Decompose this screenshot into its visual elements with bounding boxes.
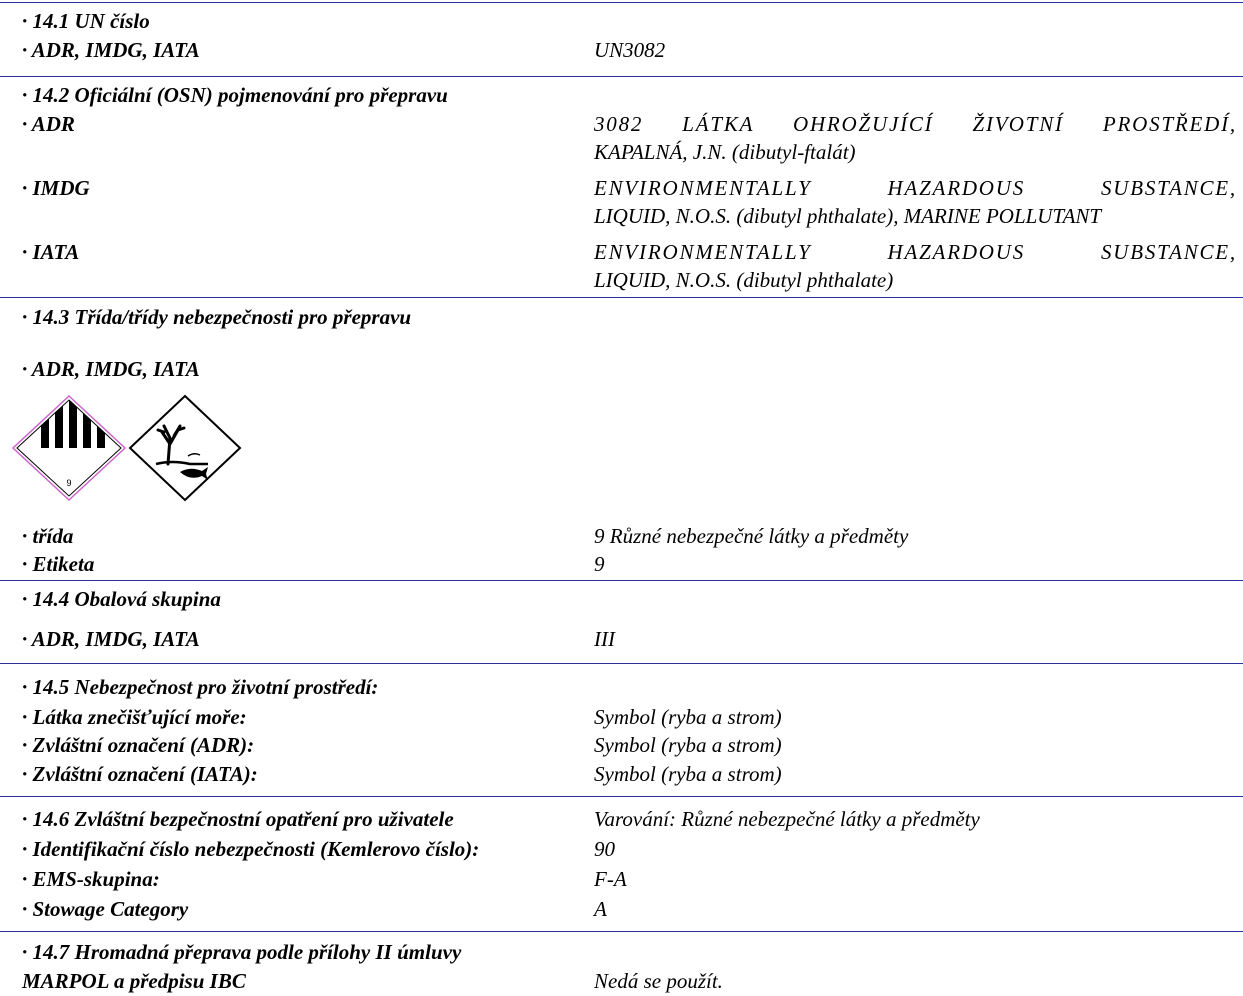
section-divider	[0, 2, 1243, 3]
warning-value: Varování: Různé nebezpečné látky a předměty	[594, 807, 980, 831]
section-14-3-subheading: · ADR, IMDG, IATA	[22, 357, 200, 381]
class-9-number: 9	[66, 478, 72, 488]
iata-shipping-name-line1: ENVIRONMENTALLY HAZARDOUS SUBSTANCE,	[594, 240, 1237, 264]
adr-shipping-name-line1: 3082 LÁTKA OHROŽUJÍCÍ ŽIVOTNÍ PROSTŘEDÍ,	[594, 112, 1237, 136]
packing-group-value: III	[594, 627, 615, 651]
class-label: · třída	[22, 524, 74, 548]
kemler-number-label: · Identifikační číslo nebezpečnosti (Kemlerovo číslo):	[22, 837, 480, 861]
section-14-2-heading: · 14.2 Oficiální (OSN) pojmenování pro přepravu	[22, 83, 448, 107]
un-number-value: UN3082	[594, 38, 666, 62]
section-divider	[0, 297, 1243, 298]
label-label: · Etiketa	[22, 552, 95, 576]
section-14-1-heading: · 14.1 UN číslo	[22, 9, 150, 33]
class-value: 9 Různé nebezpečné látky a předměty	[594, 524, 909, 548]
section-divider	[0, 580, 1243, 581]
section-divider	[0, 663, 1243, 664]
stowage-category-label: · Stowage Category	[22, 897, 189, 921]
section-14-1-label: · ADR, IMDG, IATA	[22, 38, 200, 62]
special-marking-adr-label: · Zvláštní označení (ADR):	[22, 733, 255, 757]
special-marking-iata-label: · Zvláštní označení (IATA):	[22, 762, 258, 786]
hazard-pictograms	[12, 392, 244, 504]
section-14-3-heading: · 14.3 Třída/třídy nebezpečnosti pro přepravu	[22, 305, 412, 329]
special-marking-iata-value: Symbol (ryba a strom)	[594, 762, 782, 786]
section-divider	[0, 796, 1243, 797]
section-14-7-heading-line1: · 14.7 Hromadná přeprava podle přílohy II úmluvy	[22, 940, 462, 964]
environment-fish-tree-diamond-icon	[130, 396, 240, 500]
imdg-shipping-name-line1: ENVIRONMENTALLY HAZARDOUS SUBSTANCE,	[594, 176, 1237, 200]
stowage-category-value: A	[594, 897, 607, 921]
imdg-label: · IMDG	[22, 176, 90, 200]
section-14-4-heading: · 14.4 Obalová skupina	[22, 587, 221, 611]
iata-shipping-name-line2: LIQUID, N.O.S. (dibutyl phthalate)	[594, 268, 894, 292]
imdg-shipping-name	[594, 176, 1237, 200]
kemler-number-value: 90	[594, 837, 615, 861]
iata-label: · IATA	[22, 240, 80, 264]
hazard-pictograms-svg	[12, 392, 244, 504]
adr-shipping-name-line2: KAPALNÁ, J.N. (dibutyl-ftalát)	[594, 140, 856, 164]
marine-pollutant-value: Symbol (ryba a strom)	[594, 705, 782, 729]
adr-shipping-name	[594, 112, 1237, 136]
section-14-7-heading-line2: MARPOL a předpisu IBC	[22, 969, 246, 993]
imdg-shipping-name-line2: LIQUID, N.O.S. (dibutyl phthalate), MARINE POLLUTANT	[594, 204, 1102, 228]
packing-group-label: · ADR, IMDG, IATA	[22, 627, 200, 651]
special-marking-adr-value: Symbol (ryba a strom)	[594, 733, 782, 757]
iata-shipping-name	[594, 240, 1237, 264]
bulk-transport-value: Nedá se použít.	[594, 969, 723, 993]
marine-pollutant-label: · Látka znečišťující moře:	[22, 705, 247, 729]
ems-group-value: F-A	[594, 867, 627, 891]
section-divider	[0, 931, 1243, 932]
section-divider	[0, 76, 1243, 77]
class-9-hazard-diamond-icon	[13, 396, 125, 500]
label-value: 9	[594, 552, 605, 576]
ems-group-label: · EMS-skupina:	[22, 867, 160, 891]
section-14-5-heading: · 14.5 Nebezpečnost pro životní prostředí:	[22, 675, 379, 699]
section-14-6-heading: · 14.6 Zvláštní bezpečnostní opatření pro uživatele	[22, 807, 454, 831]
adr-label: · ADR	[22, 112, 75, 136]
